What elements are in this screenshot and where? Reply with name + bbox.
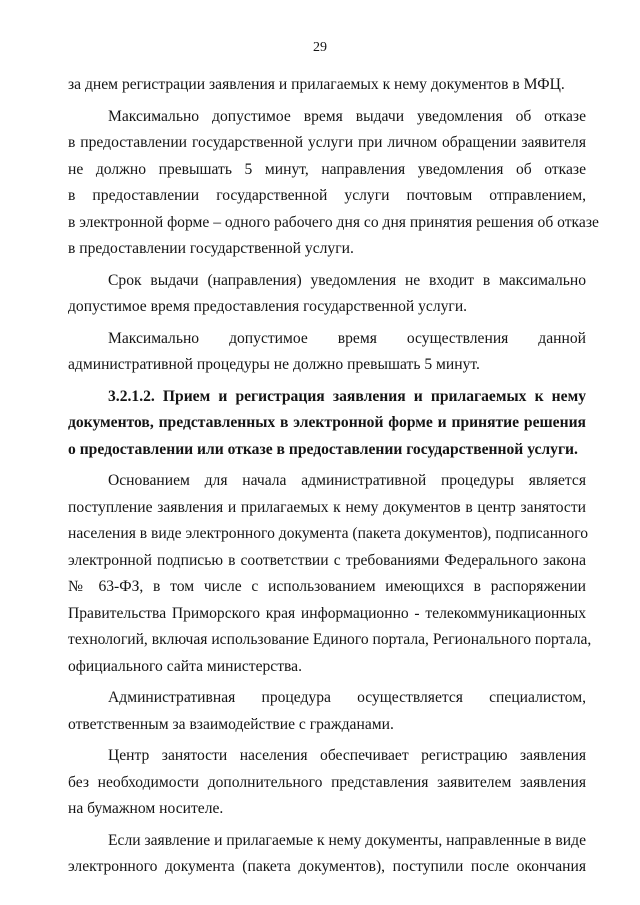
text-line: в предоставлении государственной услуги почтовым отправлением,	[68, 187, 586, 204]
text-line: Срок выдачи (направления) уведомления не входит в максимально	[108, 271, 586, 289]
text-line: в предоставлении государственной услуги.	[68, 240, 354, 257]
text-line: на бумажном носителе.	[68, 800, 224, 817]
paragraph	[68, 268, 586, 321]
paragraph	[68, 828, 586, 881]
section-heading	[68, 384, 586, 464]
text-line: электронного документа (пакета документов), поступили после окончания	[68, 858, 586, 875]
paragraph	[68, 326, 586, 379]
heading-line: документов, представленных в электронной форме и принятие решения	[68, 414, 586, 431]
text-line: Центр занятости населения обеспечивает регистрацию заявления	[108, 747, 586, 764]
text-line: допустимое время предоставления государственной услуги.	[68, 298, 468, 315]
text-line: без необходимости дополнительного представления заявителем заявления	[68, 773, 586, 791]
page-number: 29	[313, 40, 327, 55]
text-line: электронной подписью в соответствии с требованиями Федерального закона	[68, 551, 586, 569]
text-line: Административная процедура осуществляется специалистом,	[108, 689, 586, 706]
paragraph	[68, 685, 586, 738]
text-line: в предоставлении государственной услуги при личном обращении заявителя	[68, 134, 586, 151]
paragraph	[68, 468, 592, 680]
text-line: Если заявление и прилагаемые к нему документы, направленные в виде	[108, 831, 586, 849]
text-line: № 63-ФЗ, в том числе с использованием имеющихся в распоряжении	[68, 578, 586, 595]
text-line: Максимально допустимое время осуществления данной	[108, 329, 586, 347]
text-line: ответственным за взаимодействие с гражданами.	[68, 715, 394, 733]
heading-line: о предоставлении или отказе в предоставлении государственной услуги.	[68, 440, 578, 458]
text-line: не должно превышать 5 минут, направления уведомления об отказе	[68, 160, 586, 178]
heading-line: 3.2.1.2. Прием и регистрация заявления и прилагаемых к нему	[108, 387, 586, 405]
text-line: в электронной форме – одного рабочего дня со дня принятия решения об отказе	[68, 213, 599, 231]
paragraph	[68, 104, 599, 263]
paragraph	[68, 72, 586, 99]
text-line: технологий, включая использование Единого портала, Регионального портала,	[68, 631, 592, 648]
text-line: Правительства Приморского края информационно - телекоммуникационных	[68, 604, 586, 622]
text-line: Основанием для начала административной процедуры является	[108, 472, 586, 489]
text-line: Максимально допустимое время выдачи уведомления об отказе	[108, 107, 586, 125]
text-line: за днем регистрации заявления и прилагаемых к нему документов в МФЦ.	[68, 76, 565, 93]
body-text	[68, 72, 599, 881]
text-line: административной процедуры не должно превышать 5 минут.	[68, 356, 480, 373]
paragraph	[68, 743, 586, 823]
text-line: населения в виде электронного документа (пакета документов), подписанного	[68, 525, 588, 542]
text-line: официального сайта министерства.	[68, 657, 303, 675]
text-line: поступление заявления и прилагаемых к нему документов в центр занятости	[68, 498, 586, 516]
